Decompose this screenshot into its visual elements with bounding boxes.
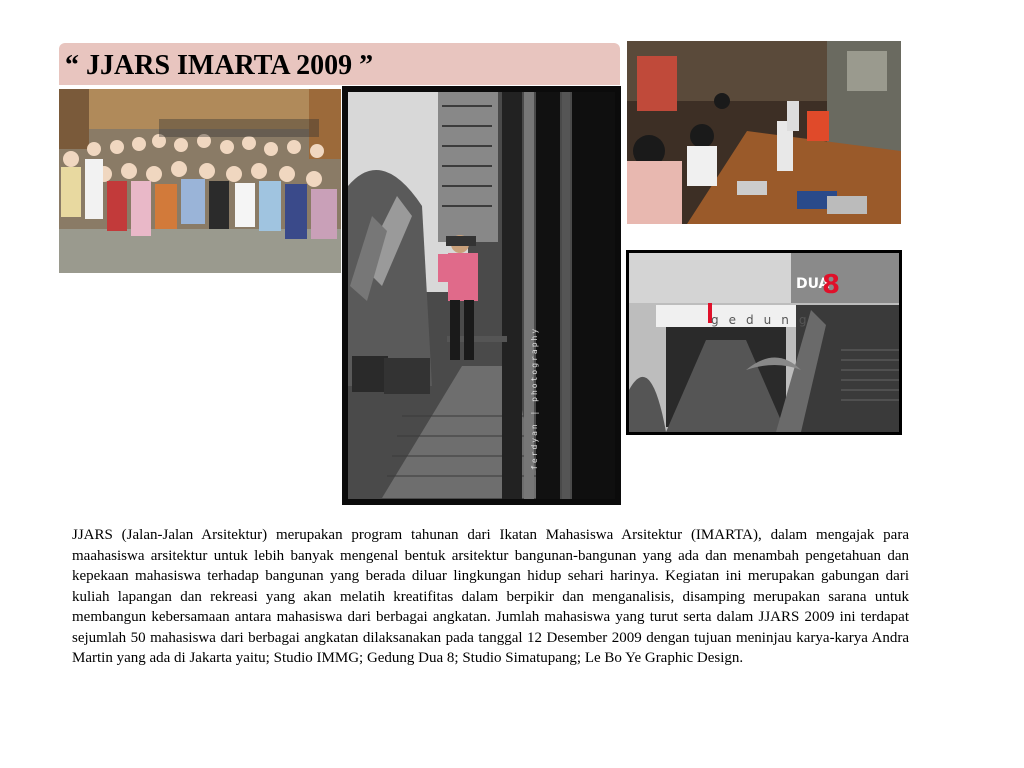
- photo-credit-watermark: ferdyan | photography: [530, 326, 539, 470]
- title-banner: [59, 43, 620, 85]
- description-paragraph: JJARS (Jalan-Jalan Arsitektur) merupakan program tahunan dari Ikatan Mahasiswa Arsitektur (IMARTA), dalam mengajak para maahasiswa arsitektur untuk lebih banyak mengenal bentuk arsitektur bangunan-bangunan yang ada dan menambah pengetahuan dan kepekaan mahasiswa terhadap bangunan yang berada diluar lingkungan hidup sehari harinya. Kegiatan ini merupakan gabungan dari kuliah lapangan dan rekreasi yang akan melatih kreatifitas dalam berpikir dan menganalisis, disamping merupakan sarana untuk membangun kebersamaan antara mahasiswa dari berbagai angkatan. Jumlah mahasiswa yang turut serta dalam JJARS 2009 ini terdapat sejumlah 50 mahasiswa dari berbagai angkatan dilaksanakan pada tanggal 12 Desember 2009 dengan tujuan meninjau karya-karya Andra Martin yang ada di Jakarta yaitu; Studio IMMG; Gedung Dua 8; Studio Simatupang; Le Bo Ye Graphic Design.: [72, 527, 909, 666]
- group-photo: [59, 89, 341, 273]
- studio-photo: [627, 41, 901, 224]
- photographer-photo: [342, 86, 621, 505]
- building-sign-8: 8: [822, 270, 841, 300]
- building-sign-gedung: gedung: [711, 313, 817, 327]
- building-photo: [626, 250, 902, 435]
- building-sign-dua: DUA: [796, 276, 830, 292]
- page-title: “ JJARS IMARTA 2009 ”: [65, 50, 374, 81]
